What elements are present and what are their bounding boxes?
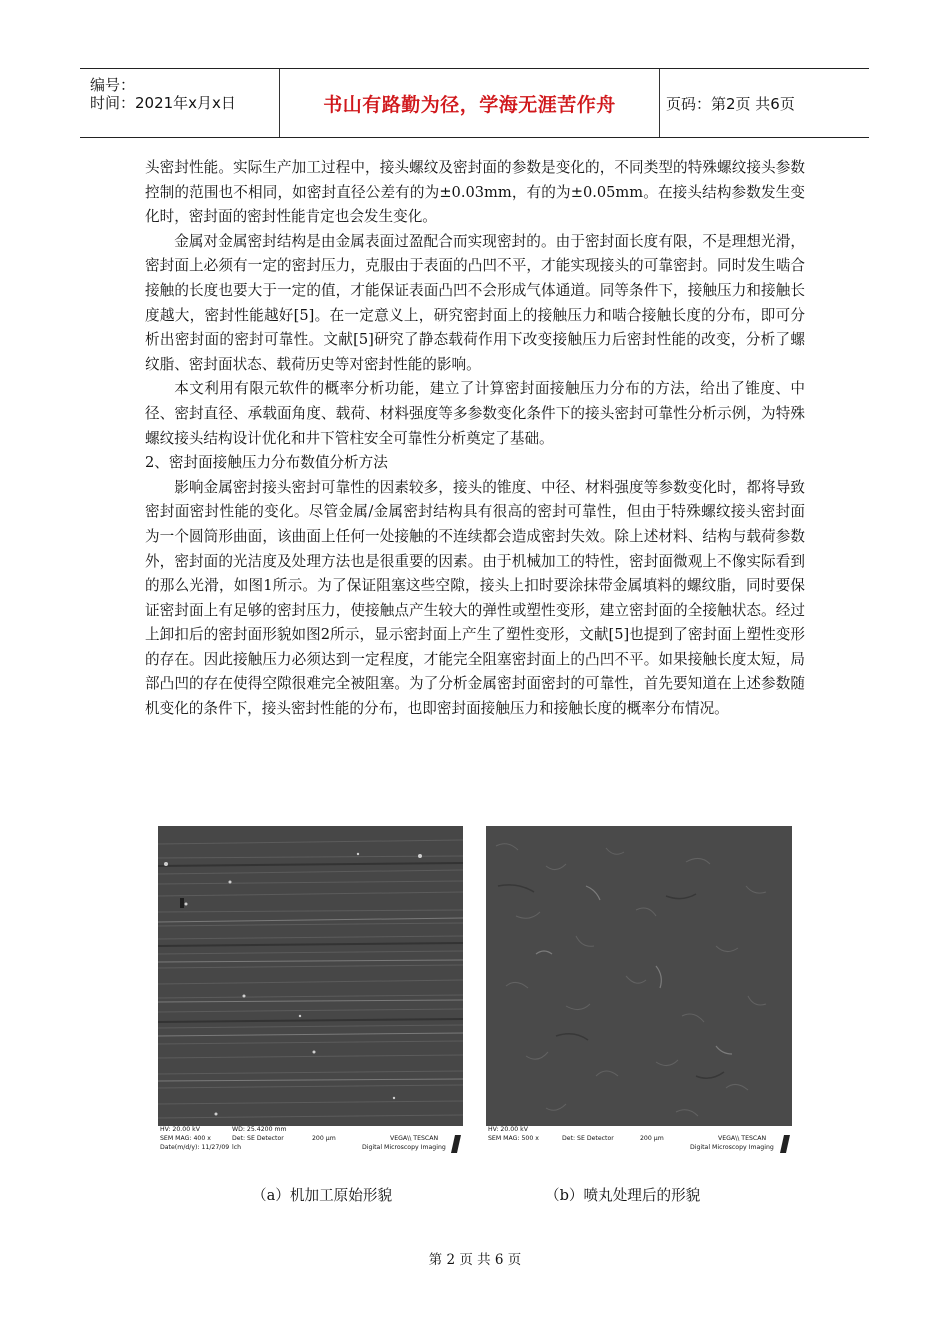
- document-body: [145, 156, 805, 722]
- sem-a-hv: HV: 20.00 kV: [160, 1126, 200, 1133]
- sem-info-bar-a: [158, 1126, 463, 1156]
- section-heading-2: 2、密封面接触压力分布数值分析方法: [145, 454, 388, 472]
- document-time-label: 时间：2021年x月x日: [90, 94, 236, 112]
- header-page-label: 页码：第2页 共6页: [666, 94, 795, 113]
- header-motto: 书山有路勤为径，学海无涯苦作舟: [280, 69, 660, 137]
- sem-b-det: Det: SE Detector: [562, 1135, 614, 1142]
- tescan-logo-icon: [451, 1135, 461, 1153]
- page-footer: 第 2 页 共 6 页: [428, 1252, 522, 1268]
- paragraph-4: 影响金属密封接头密封可靠性的因素较多，接头的锥度、中径、材料强度等参数变化时，都将导致密封面密封性能的变化。尽管金属/金属密封结构具有很高的密封可靠性，但由于特殊螺纹接头密封面为一个圆筒形曲面，该曲面上任何一处接触的不连续都会造成密封失效。除上述材料、结构与载荷参数外，密封面的光洁度及处理方法也是很重要的因素。由于机械加工的特性，密封面微观上不像实际看到的那么光滑，如图1所示。为了保证阻塞这些空隙，接头上扣时要涂抹带金属填料的螺纹脂，同时要保证密封面上有足够的密封压力，使接触点产生较大的弹性或塑性变形，建立密封面的全接触状态。经过上卸扣后的密封面形貌如图2所示，显示密封面上产生了塑性变形，文献[5]也提到了密封面上塑性变形的存在。因此接触压力必须达到一定程度，才能完全阻塞密封面上的凸凹不平。如果接触长度太短，局部凸凹的存在使得空隙很难完全被阻塞。为了分析金属密封面密封的可靠性，首先要知道在上述参数随机变化的条件下，接头密封性能的分布，也即密封面接触压力和接触长度的概率分布情况。: [145, 478, 805, 718]
- header-page-cell: [660, 69, 869, 137]
- header-info-cell: [80, 69, 280, 137]
- sem-micrograph-shot-peened: [486, 826, 792, 1126]
- sem-a-mag: SEM MAG: 400 x: [160, 1135, 211, 1142]
- sem-a-det: Det: SE Detector: [232, 1135, 284, 1142]
- paragraph-1: 头密封性能。实际生产加工过程中，接头螺纹及密封面的参数是变化的，不同类型的特殊螺纹接头参数控制的范围也不相同，如密封直径公差有的为±0.03mm，有的为±0.05mm。在接头结构参数发生变化时，密封面的密封性能肯定也会发生变化。: [145, 159, 805, 226]
- figure-caption-b: （b）喷丸处理后的形貌: [545, 1187, 701, 1204]
- paragraph-2: 金属对金属密封结构是由金属表面过盈配合而实现密封的。由于密封面长度有限，不是理想光滑，密封面上必须有一定的密封压力，克服由于表面的凸凹不平，才能实现接头的可靠密封。同时发生啮合接触的长度也要大于一定的值，才能保证表面凸凹不会形成气体通道。同等条件下，接触压力和接触长度越大，密封性能越好[5]。在一定意义上，研究密封面上的接触压力和啮合接触长度的分布，即可分析出密封面的密封可靠性。文献[5]研究了静态载荷作用下改变接触压力后密封性能的改变，分析了螺纹脂、密封面状态、载荷历史等对密封性能的影响。: [145, 232, 805, 373]
- tescan-logo-icon: [780, 1135, 790, 1153]
- sem-a-dmi: Digital Microscopy Imaging: [362, 1144, 446, 1151]
- sem-a-scale: 200 μm: [312, 1135, 336, 1142]
- sem-image-shot-peened: [486, 826, 792, 1156]
- document-number-label: 编号：: [90, 76, 136, 94]
- sem-image-machined: [158, 826, 463, 1156]
- sem-b-scale: 200 μm: [640, 1135, 664, 1142]
- sem-a-brand: VEGA\\ TESCAN: [390, 1135, 439, 1142]
- figure-caption-a: （a）机加工原始形貌: [252, 1187, 393, 1204]
- sem-b-brand: VEGA\\ TESCAN: [718, 1135, 767, 1142]
- page-header: [80, 68, 869, 138]
- sem-a-extra: lch: [232, 1144, 242, 1151]
- sem-info-bar-b: [486, 1126, 792, 1156]
- sem-a-date: Date(m/d/y): 11/27/09: [160, 1144, 230, 1151]
- sem-a-wd: WD: 25.4200 mm: [232, 1126, 287, 1133]
- sem-micrograph-machined: [158, 826, 463, 1126]
- sem-b-hv: HV: 20.00 kV: [488, 1126, 528, 1133]
- sem-b-dmi: Digital Microscopy Imaging: [690, 1144, 774, 1151]
- paragraph-3: 本文利用有限元软件的概率分析功能，建立了计算密封面接触压力分布的方法，给出了锥度、中径、密封直径、承载面角度、载荷、材料强度等多参数变化条件下的接头密封可靠性分析示例，为特殊螺纹接头结构设计优化和井下管柱安全可靠性分析奠定了基础。: [145, 380, 805, 447]
- sem-b-mag: SEM MAG: 500 x: [488, 1135, 539, 1142]
